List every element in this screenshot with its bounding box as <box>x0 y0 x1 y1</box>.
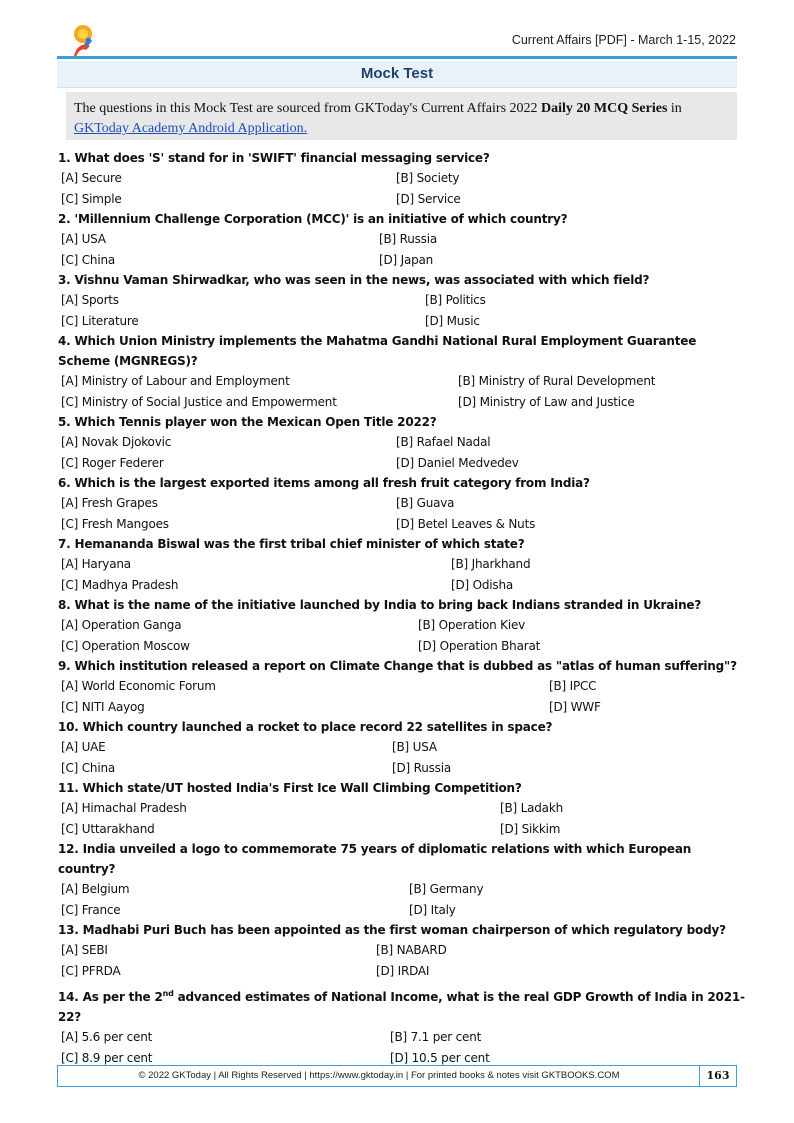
option-c: [C] Fresh Mangoes <box>61 516 169 531</box>
question-13 <box>58 920 748 981</box>
option-a: [A] Ministry of Labour and Employment <box>61 374 290 388</box>
option-d: [D] Odisha <box>451 577 514 592</box>
question-text: 13. Madhabi Puri Buch has been appointed as the first woman chairperson of which regulatory body? <box>58 923 726 937</box>
option-b: [B] Society <box>396 171 460 185</box>
section-title-bar <box>57 61 737 88</box>
option-a: [A] Himachal Pradesh <box>61 801 187 815</box>
q14-superscript: nd <box>162 989 174 998</box>
option-b: [B] Politics <box>425 293 486 307</box>
option-a: [A] UAE <box>61 740 106 754</box>
option-a: [A] Novak Djokovic <box>61 435 172 449</box>
question-text: 9. Which institution released a report on Climate Change that is dubbed as "atlas of human suffering"? <box>58 659 737 673</box>
option-a: [A] Fresh Grapes <box>61 496 158 510</box>
option-c: [C] Simple <box>61 191 122 206</box>
option-b: [B] Ladakh <box>500 801 563 815</box>
option-b: [B] Russia <box>379 232 438 246</box>
option-d: [D] IRDAI <box>376 963 430 978</box>
option-c: [C] NITI Aayog <box>61 699 145 714</box>
option-b: [B] 7.1 per cent <box>390 1030 482 1044</box>
option-c: [C] Madhya Pradesh <box>61 577 179 592</box>
intro-box <box>66 92 737 140</box>
option-b: [B] Germany <box>409 882 484 896</box>
question-8 <box>58 595 748 656</box>
option-a: [A] World Economic Forum <box>61 679 216 693</box>
option-b: [B] IPCC <box>549 679 597 693</box>
option-d: [D] Russia <box>392 760 452 775</box>
question-3 <box>58 270 748 331</box>
option-c: [C] Uttarakhand <box>61 821 155 836</box>
option-b: [B] Ministry of Rural Development <box>458 374 656 388</box>
question-10 <box>58 717 748 778</box>
question-text: 11. Which state/UT hosted India's First Ice Wall Climbing Competition? <box>58 781 522 795</box>
option-b: [B] Rafael Nadal <box>396 435 491 449</box>
option-c: [C] China <box>61 252 116 267</box>
option-a: [A] Operation Ganga <box>61 618 182 632</box>
question-text: 12. India unveiled a logo to commemorate 75 years of diplomatic relations with which European country? <box>58 842 692 876</box>
option-d: [D] Service <box>396 191 461 206</box>
option-d: [D] Italy <box>409 902 456 917</box>
question-9 <box>58 656 748 717</box>
option-a: [A] 5.6 per cent <box>61 1030 153 1044</box>
option-b: [B] Guava <box>396 496 455 510</box>
q14-text-pre: 14. As per the 2 <box>58 990 163 1004</box>
question-text: 7. Hemananda Biswal was the first tribal chief minister of which state? <box>58 537 525 551</box>
option-c: [C] Literature <box>61 313 139 328</box>
question-11 <box>58 778 748 839</box>
option-a: [A] Sports <box>61 293 119 307</box>
option-c: [C] France <box>61 902 121 917</box>
option-a: [A] USA <box>61 232 106 246</box>
page-number: 163 <box>699 1066 736 1086</box>
question-text: 1. What does 'S' stand for in 'SWIFT' financial messaging service? <box>58 151 490 165</box>
option-c: [C] Ministry of Social Justice and Empowerment <box>61 394 337 409</box>
option-d: [D] Japan <box>379 252 434 267</box>
option-b: [B] Jharkhand <box>451 557 531 571</box>
option-a: [A] Secure <box>61 171 122 185</box>
option-d: [D] Ministry of Law and Justice <box>458 394 635 409</box>
option-b: [B] USA <box>392 740 437 754</box>
intro-text: The questions in this Mock Test are sourced from GKToday's Current Affairs 2022 <box>74 101 542 116</box>
option-d: [D] Sikkim <box>500 821 561 836</box>
question-text: 2. 'Millennium Challenge Corporation (MCC)' is an initiative of which country? <box>58 212 568 226</box>
question-text: 10. Which country launched a rocket to place record 22 satellites in space? <box>58 720 553 734</box>
question-6 <box>58 473 748 534</box>
question-12 <box>58 839 748 920</box>
option-b: [B] NABARD <box>376 943 447 957</box>
intro-link[interactable]: GKToday Academy Android Application. <box>74 121 308 136</box>
option-b: [B] Operation Kiev <box>418 618 526 632</box>
option-c: [C] Roger Federer <box>61 455 164 470</box>
section-title: Mock Test <box>360 65 434 82</box>
gktoday-logo-icon <box>64 24 102 60</box>
option-a: [A] Haryana <box>61 557 131 571</box>
header-divider <box>57 56 737 59</box>
question-text: 3. Vishnu Vaman Shirwadkar, who was seen in the news, was associated with which field? <box>58 273 650 287</box>
option-d: [D] WWF <box>549 699 601 714</box>
footer-text: © 2022 GKToday | All Rights Reserved | https://www.gktoday.in | For printed books & notes visit GKTBOOKS.COM <box>138 1070 620 1081</box>
option-c: [C] Operation Moscow <box>61 638 190 653</box>
question-text: 6. Which is the largest exported items among all fresh fruit category from India? <box>58 476 590 490</box>
option-d: [D] 10.5 per cent <box>390 1050 490 1065</box>
question-list <box>58 148 748 1068</box>
option-d: [D] Operation Bharat <box>418 638 541 653</box>
question-5 <box>58 412 748 473</box>
option-a: [A] Belgium <box>61 882 130 896</box>
question-text: 4. Which Union Ministry implements the Mahatma Gandhi National Rural Employment Guarantee Scheme (MGNREGS)? <box>58 334 697 368</box>
question-text: 5. Which Tennis player won the Mexican Open Title 2022? <box>58 415 437 429</box>
option-a: [A] SEBI <box>61 943 108 957</box>
intro-bold: Daily 20 MCQ Series <box>541 101 668 116</box>
page-footer <box>57 1065 737 1087</box>
q14-text-post: advanced estimates of National Income, what is the real GDP Growth of India in 2021-22? <box>58 990 745 1024</box>
question-text <box>58 987 748 1027</box>
option-d: [D] Music <box>425 313 480 328</box>
question-4 <box>58 331 748 412</box>
question-7 <box>58 534 748 595</box>
intro-text-after: in <box>667 101 682 116</box>
option-c: [C] China <box>61 760 116 775</box>
header-title: Current Affairs [PDF] - March 1-15, 2022 <box>511 33 736 47</box>
option-d: [D] Daniel Medvedev <box>396 455 519 470</box>
option-c: [C] PFRDA <box>61 963 121 978</box>
question-text: 8. What is the name of the initiative launched by India to bring back Indians stranded in Ukraine? <box>58 598 702 612</box>
question-14 <box>58 987 748 1068</box>
question-1 <box>58 148 748 209</box>
option-d: [D] Betel Leaves & Nuts <box>396 516 536 531</box>
question-2 <box>58 209 748 270</box>
option-c: [C] 8.9 per cent <box>61 1050 153 1065</box>
